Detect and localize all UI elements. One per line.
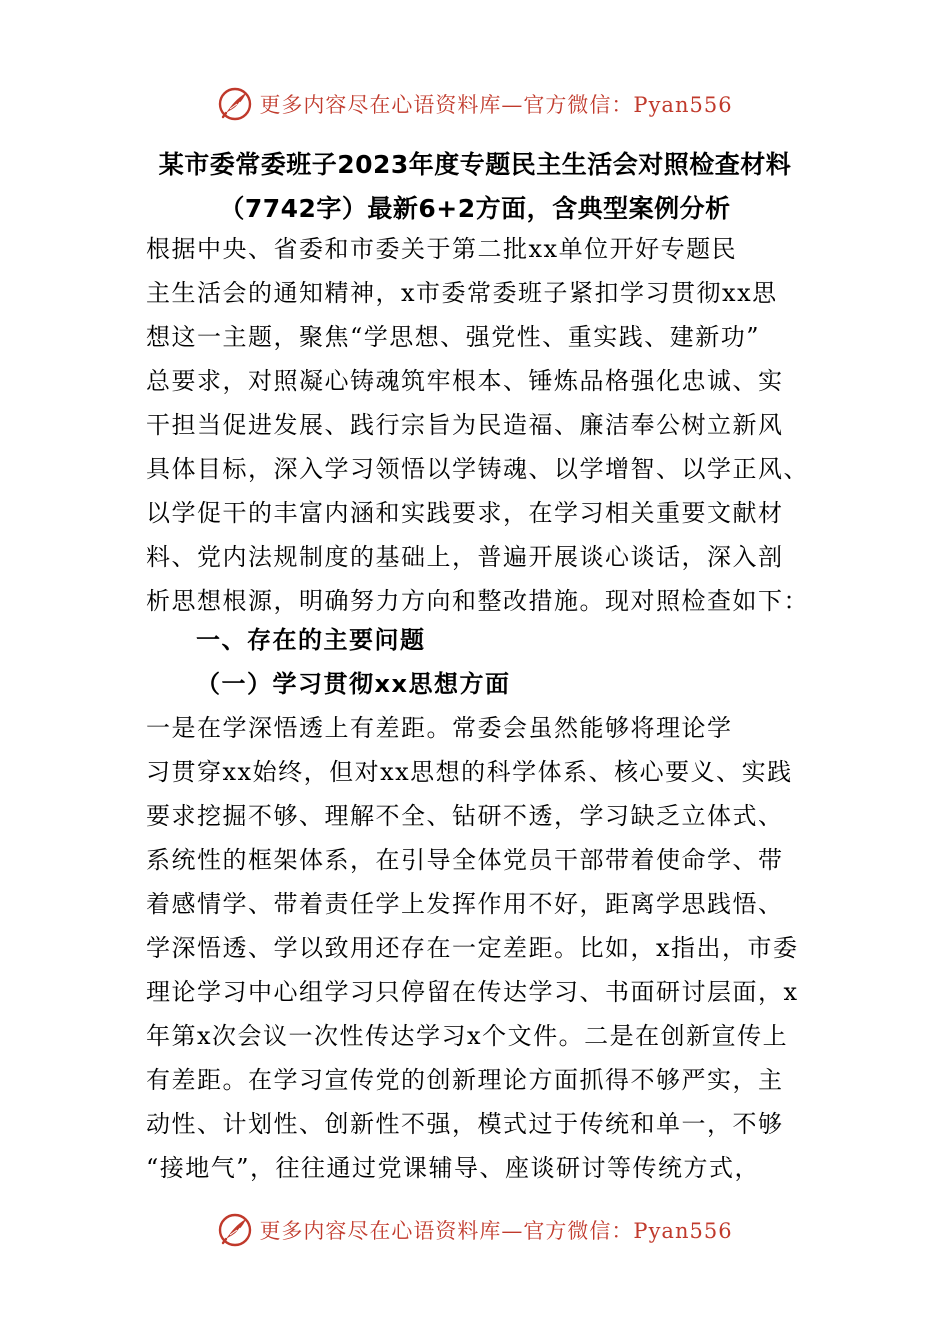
subsection-heading: （一）学习贯彻xx思想方面: [196, 670, 511, 698]
footer-banner-text: 更多内容尽在心语资料库—官方微信：Pyan556: [259, 1219, 733, 1243]
intro-line: 析思想根源，明确努力方向和整改措施。现对照检查如下：: [146, 587, 809, 615]
body-line: 着感情学、带着责任学上发挥作用不好，距离学思践悟、: [146, 890, 784, 918]
intro-line: 根据中央、省委和市委关于第二批xx单位开好专题民: [146, 235, 738, 263]
section-heading: 一、存在的主要问题: [196, 626, 426, 654]
feather-logo-icon: [217, 1212, 253, 1248]
intro-line: 料、党内法规制度的基础上，普遍开展谈心谈话，深入剖: [146, 543, 784, 571]
feather-logo-icon: [217, 86, 253, 122]
body-line: 理论学习中心组学习只停留在传达学习、书面研讨层面，x: [146, 978, 799, 1006]
body-line: “接地气”，往往通过党课辅导、座谈研讨等传统方式，: [146, 1154, 761, 1182]
body-line: 系统性的框架体系，在引导全体党员干部带着使命学、带: [146, 846, 784, 874]
body-line: 学深悟透、学以致用还存在一定差距。比如，x指出，市委: [146, 934, 799, 962]
document-title-line-2: （7742字）最新6+2方面，含典型案例分析: [219, 194, 731, 223]
intro-line: 想这一主题，聚焦“学思想、强党性、重实践、建新功”: [146, 323, 761, 351]
header-banner-text: 更多内容尽在心语资料库—官方微信：Pyan556: [259, 93, 733, 117]
body-line: 有差距。在学习宣传党的创新理论方面抓得不够严实，主: [146, 1066, 784, 1094]
body-line: 要求挖掘不够、理解不全、钻研不透，学习缺乏立体式、: [146, 802, 784, 830]
body-line: 动性、计划性、创新性不强，模式过于传统和单一，不够: [146, 1110, 784, 1138]
header-banner: [0, 82, 950, 126]
body-line: 年第x次会议一次性传达学习x个文件。二是在创新宣传上: [146, 1022, 789, 1050]
intro-line: 具体目标，深入学习领悟以学铸魂、以学增智、以学正风、: [146, 455, 809, 483]
body-line: 一是在学深悟透上有差距。常委会虽然能够将理论学: [146, 714, 733, 742]
intro-line: 干担当促进发展、践行宗旨为民造福、廉洁奉公树立新风: [146, 411, 784, 439]
intro-line: 以学促干的丰富内涵和实践要求，在学习相关重要文献材: [146, 499, 784, 527]
intro-line: 主生活会的通知精神，x市委常委班子紧扣学习贯彻xx思: [146, 279, 778, 307]
footer-banner: [0, 1208, 950, 1252]
intro-line: 总要求，对照凝心铸魂筑牢根本、锤炼品格强化忠诚、实: [146, 367, 784, 395]
body-line: 习贯穿xx始终，但对xx思想的科学体系、核心要义、实践: [146, 758, 793, 786]
document-title-line-1: 某市委常委班子2023年度专题民主生活会对照检查材料: [158, 150, 792, 179]
